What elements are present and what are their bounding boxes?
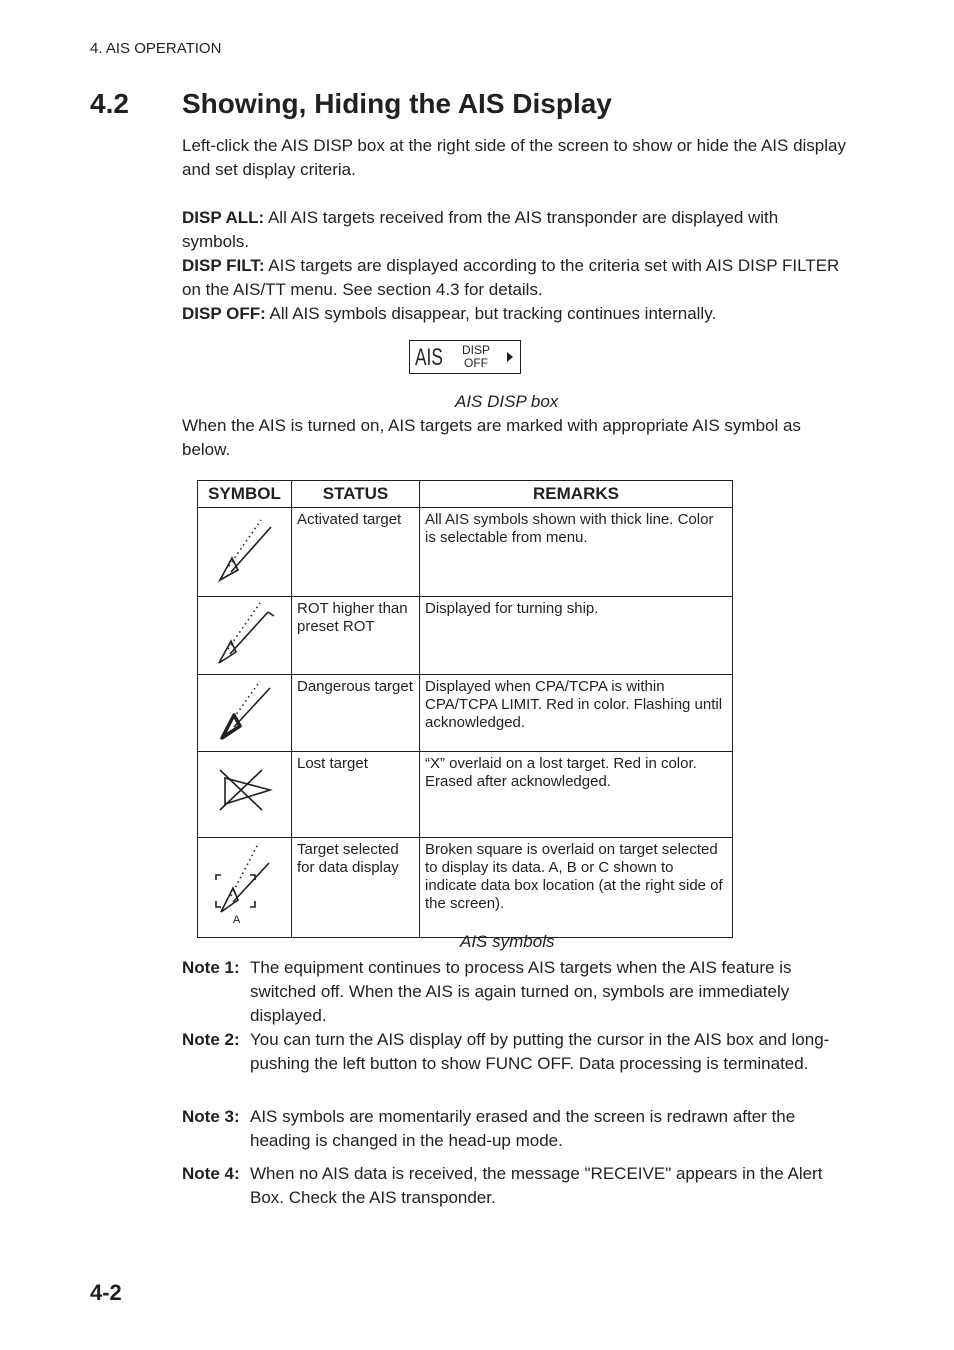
status-cell: Dangerous target — [292, 675, 420, 752]
note-1 — [182, 956, 852, 1028]
note-2 — [182, 1028, 852, 1076]
rot-target-icon — [198, 597, 291, 670]
column-header: STATUS — [292, 481, 420, 508]
running-header: 4. AIS OPERATION — [90, 40, 222, 57]
symbol-cell — [198, 838, 292, 938]
symbol-cell — [198, 597, 292, 675]
activated-target-icon — [198, 508, 291, 592]
data-box-letter: A — [233, 914, 241, 926]
display-modes — [182, 206, 847, 326]
mode-disp-all — [182, 206, 847, 254]
remarks-cell: Displayed for turning ship. — [420, 597, 733, 675]
ais-box-caption: AIS DISP box — [455, 392, 559, 411]
dangerous-target-icon — [198, 675, 291, 747]
after-box-paragraph: When the AIS is turned on, AIS targets are marked with appropriate AIS symbol as below. — [182, 416, 801, 459]
note-label: Note 2: — [182, 1030, 240, 1049]
status-cell: Lost target — [292, 752, 420, 838]
remarks-cell: Displayed when CPA/TCPA is within CPA/TCPA LIMIT. Red in color. Flashing until acknowledged. — [420, 675, 733, 752]
note-label: Note 4: — [182, 1164, 240, 1183]
note-text: When no AIS data is received, the message "RECEIVE" appears in the Alert Box. Check the AIS transponder. — [250, 1164, 823, 1207]
mode-text: All AIS targets received from the AIS transponder are displayed with symbols. — [182, 208, 779, 251]
mode-label: DISP OFF: — [182, 304, 266, 323]
ais-box-mode-line1: DISP — [462, 343, 491, 357]
section-title: Showing, Hiding the AIS Display — [182, 88, 612, 119]
remarks-cell: “X” overlaid on a lost target. Red in color. Erased after acknowledged. — [420, 752, 733, 838]
status-cell: ROT higher than preset ROT — [292, 597, 420, 675]
selected-target-icon — [198, 838, 291, 933]
table-row — [198, 675, 733, 752]
table-header-row — [198, 481, 733, 508]
column-header: REMARKS — [420, 481, 733, 508]
mode-label: DISP FILT: — [182, 256, 265, 275]
section-heading — [90, 88, 612, 120]
note-label: Note 3: — [182, 1107, 240, 1126]
intro-paragraph: Left-click the AIS DISP box at the right side of the screen to show or hide the AIS display and set display criteria. — [182, 136, 846, 179]
section-number: 4.2 — [90, 88, 129, 119]
remarks-cell: All AIS symbols shown with thick line. Color is selectable from menu. — [420, 508, 733, 597]
note-4 — [182, 1162, 852, 1210]
status-cell: Activated target — [292, 508, 420, 597]
mode-disp-off — [182, 302, 847, 326]
remarks-cell: Broken square is overlaid on target selected to display its data. A, B or C shown to indicate data box location (at the right side of the screen). — [420, 838, 733, 938]
table-row — [198, 838, 733, 938]
ais-box-mode-line2: OFF — [464, 356, 488, 370]
ais-disp-box — [409, 340, 521, 374]
mode-label: DISP ALL: — [182, 208, 265, 227]
mode-text: All AIS symbols disappear, but tracking continues internally. — [265, 304, 717, 323]
symbol-cell — [198, 675, 292, 752]
table-row — [198, 508, 733, 597]
ais-box-mode — [462, 344, 490, 370]
triangle-right-icon — [507, 352, 513, 362]
symbol-cell — [198, 752, 292, 838]
table-caption: AIS symbols — [460, 932, 555, 951]
mode-disp-filt — [182, 254, 847, 302]
ais-box-label: AIS — [415, 344, 443, 371]
note-text: AIS symbols are momentarily erased and the screen is redrawn after the heading is changed in the head-up mode. — [250, 1107, 796, 1150]
status-cell: Target selected for data display — [292, 838, 420, 938]
page-number: 4-2 — [90, 1280, 122, 1305]
lost-target-icon — [198, 752, 291, 833]
column-header: SYMBOL — [198, 481, 292, 508]
note-3 — [182, 1105, 852, 1153]
symbol-cell — [198, 508, 292, 597]
note-text: The equipment continues to process AIS targets when the AIS feature is switched off. When the AIS is again turned on, symbols are immediately displayed. — [250, 958, 792, 1025]
note-label: Note 1: — [182, 958, 240, 977]
note-text: You can turn the AIS display off by putting the cursor in the AIS box and long-pushing the left button to show FUNC OFF. Data processing is terminated. — [250, 1030, 830, 1073]
table-row — [198, 752, 733, 838]
ais-symbols-table — [197, 480, 733, 938]
mode-text: AIS targets are displayed according to the criteria set with AIS DISP FILTER on the AIS/TT menu. See section 4.3 for details. — [182, 256, 840, 299]
table-row — [198, 597, 733, 675]
